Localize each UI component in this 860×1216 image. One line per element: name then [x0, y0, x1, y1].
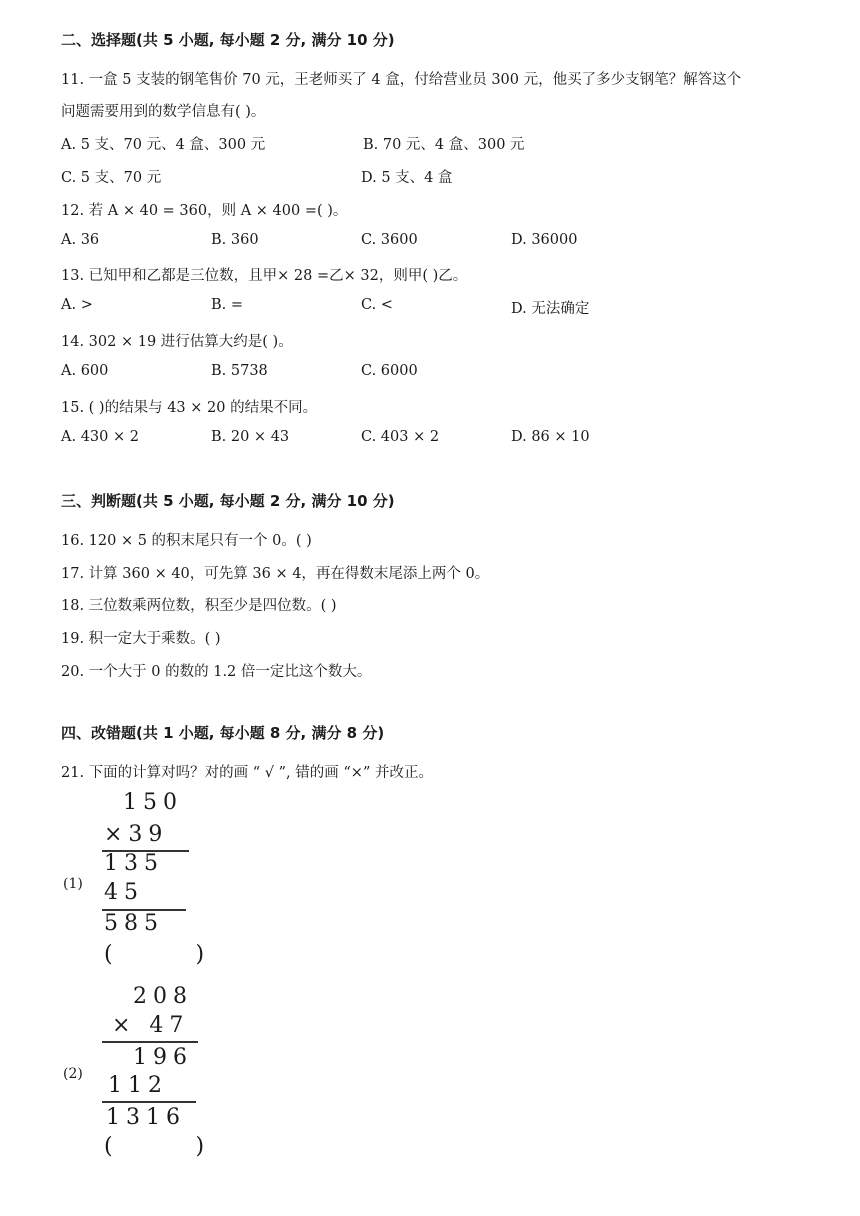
judge-item-18: 18. 三位数乘两位数，积至少是四位数。( ) — [61, 598, 337, 614]
calc-2-partial-2: 112 — [108, 1073, 168, 1098]
question-11-line-1: 11. 一盒 5 支装的钢笔售价 70 元，王老师买了 4 盒，付给营业员 300 元，他买了多少支钢笔？解答这个 — [61, 72, 742, 88]
question-11-option-c: C. 5 支、70 元 — [61, 170, 162, 186]
question-14: 14. 302 × 19 进行估算大约是( )。 — [61, 334, 293, 350]
question-13-option-b: B. = — [211, 297, 244, 313]
question-15-option-c: C. 403 × 2 — [361, 429, 440, 445]
question-15-option-b: B. 20 × 43 — [211, 429, 290, 445]
question-12-option-b: B. 360 — [211, 232, 259, 248]
calc-2-answer-blank: ( ) — [104, 1134, 213, 1159]
calc-2-rule-bottom — [102, 1101, 196, 1103]
section-title-choice: 二、选择题(共 5 小题, 每小题 2 分, 满分 10 分) — [61, 31, 395, 49]
section-title-judge: 三、判断题(共 5 小题, 每小题 2 分, 满分 10 分) — [61, 492, 395, 510]
question-13-option-d: D. 无法确定 — [511, 301, 590, 317]
judge-item-20: 20. 一个大于 0 的数的 1.2 倍一定比这个数大。 — [61, 664, 372, 680]
calc-1-multiplier: ×39 — [104, 822, 169, 847]
question-12: 12. 若 A × 40 = 360，则 A × 400 =( )。 — [61, 203, 348, 219]
calc-1-partial-2: 45 — [104, 880, 144, 905]
section-title-correct: 四、改错题(共 1 小题, 每小题 8 分, 满分 8 分) — [61, 724, 385, 742]
question-11-option-b: B. 70 元、4 盒、300 元 — [363, 137, 525, 153]
calc-2-multiplicand: 208 — [133, 984, 193, 1009]
calc-1-answer-blank: ( ) — [104, 942, 213, 967]
question-12-option-d: D. 36000 — [511, 232, 578, 248]
question-15: 15. ( )的结果与 43 × 20 的结果不同。 — [61, 400, 318, 416]
question-13: 13. 已知甲和乙都是三位数，且甲× 28 =乙× 32，则甲( )乙。 — [61, 268, 468, 284]
question-11-option-a: A. 5 支、70 元、4 盒、300 元 — [61, 137, 266, 153]
question-12-option-c: C. 3600 — [361, 232, 418, 248]
judge-item-16: 16. 120 × 5 的积末尾只有一个 0。( ) — [61, 533, 312, 549]
calc-2-multiplier: × 47 — [112, 1013, 190, 1038]
calc-2-rule-top — [102, 1041, 198, 1043]
question-13-option-a: A. > — [61, 297, 93, 313]
calc-1-partial-1: 135 — [104, 851, 164, 876]
calc-1-multiplicand: 150 — [123, 790, 183, 815]
question-15-option-a: A. 430 × 2 — [61, 429, 139, 445]
calc-1-result: 585 — [104, 911, 164, 936]
question-11-line-2: 问题需要用到的数学信息有( )。 — [61, 104, 266, 120]
question-13-option-c: C. < — [361, 297, 393, 313]
question-14-option-a: A. 600 — [61, 363, 109, 379]
calc-2-label: (2) — [63, 1066, 83, 1082]
judge-item-17: 17. 计算 360 × 40，可先算 36 × 4，再在得数末尾添上两个 0。 — [61, 566, 490, 582]
question-21: 21. 下面的计算对吗？对的画 “ √ ”, 错的画 “×” 并改正。 — [61, 765, 433, 781]
question-12-option-a: A. 36 — [61, 232, 100, 248]
calc-1-label: (1) — [63, 876, 83, 892]
question-11-option-d: D. 5 支、4 盒 — [361, 170, 453, 186]
question-15-option-d: D. 86 × 10 — [511, 429, 590, 445]
calc-2-partial-1: 196 — [133, 1045, 193, 1070]
judge-item-19: 19. 积一定大于乘数。( ) — [61, 631, 221, 647]
calc-2-result: 1316 — [106, 1105, 186, 1130]
question-14-option-c: C. 6000 — [361, 363, 418, 379]
question-14-option-b: B. 5738 — [211, 363, 268, 379]
